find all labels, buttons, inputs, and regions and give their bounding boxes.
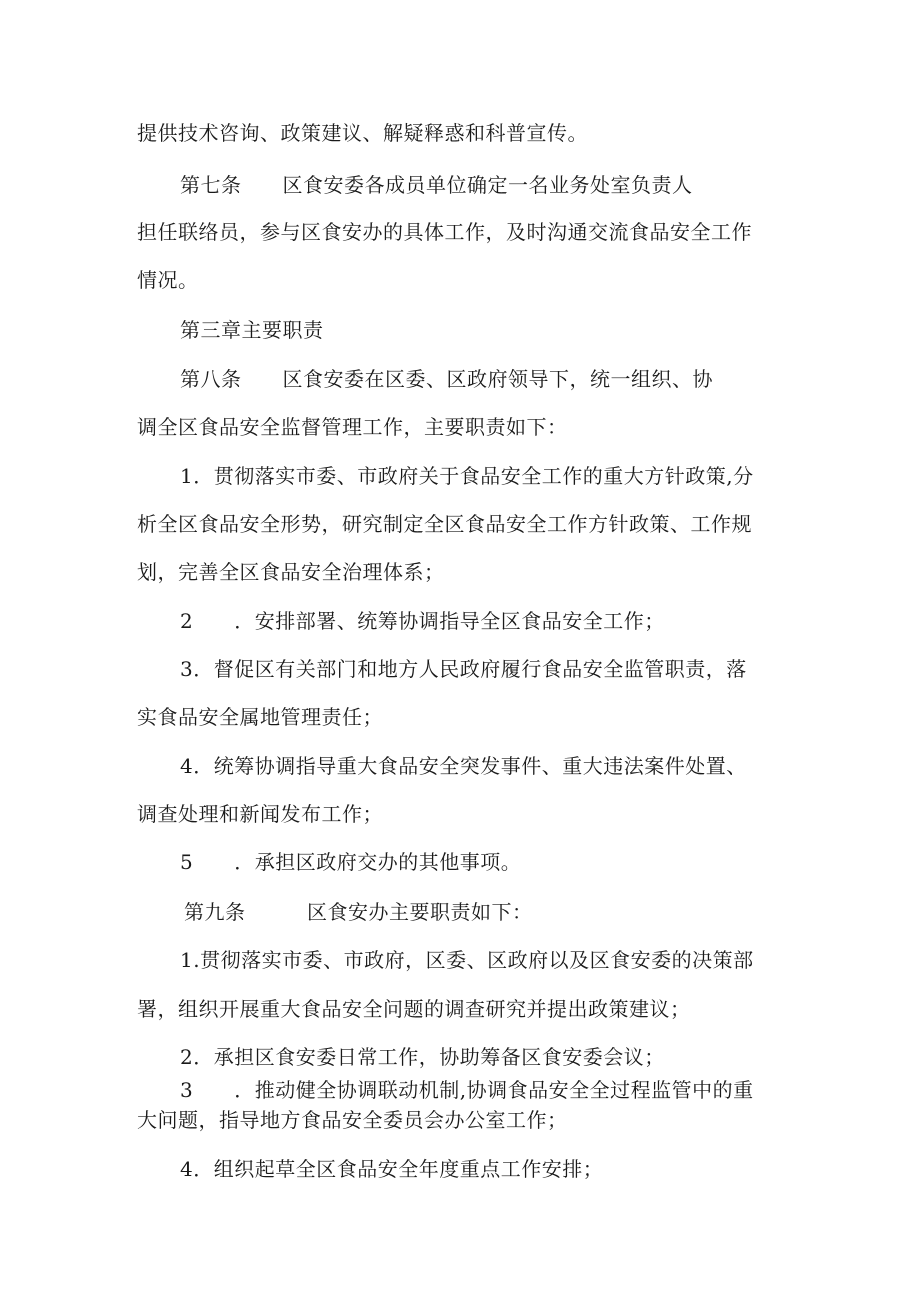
paragraph-line: 调查处理和新闻发布工作； — [137, 802, 383, 826]
article-8-heading-line: 第八条 区食安委在区委、区政府领导下，统一组织、协 — [180, 367, 713, 391]
paragraph-line: 析全区食品安全形势，研究制定全区食品安全工作方针政策、工作规 — [137, 512, 752, 536]
paragraph-line: 担任联络员，参与区食安办的具体工作，及时沟通交流食品安全工作 — [137, 220, 752, 244]
list-item-line: 4．统筹协调指导重大食品安全突发事件、重大违法案件处置、 — [180, 754, 747, 778]
list-item-line: 1.贯彻落实市委、市政府，区委、区政府以及区食安委的决策部 — [180, 948, 754, 972]
list-item-line: 2．承担区食安委日常工作，协助筹备区食安委会议； — [180, 1045, 665, 1069]
list-item-line: 4．组织起草全区食品安全年度重点工作安排； — [180, 1157, 604, 1181]
list-item-line: 5 ．承担区政府交办的其他事项。 — [180, 850, 522, 874]
paragraph-line: 情况。 — [137, 268, 199, 292]
paragraph-line: 实食品安全属地管理责任； — [137, 705, 383, 729]
list-item-line: 3 ．推动健全协调联动机制,协调食品安全全过程监管中的重 — [180, 1078, 754, 1102]
paragraph-line: 调全区食品安全监督管理工作，主要职责如下： — [137, 415, 568, 439]
chapter-3-heading: 第三章主要职责 — [180, 318, 324, 342]
article-7-heading-line: 第七条 区食安委各成员单位确定一名业务处室负责人 — [180, 173, 693, 197]
article-9-heading-line: 第九条 区食安办主要职责如下： — [184, 900, 533, 924]
list-item-line: 1．贯彻落实市委、市政府关于食品安全工作的重大方针政策,分 — [180, 464, 754, 488]
list-item-line: 3．督促区有关部门和地方人民政府履行食品安全监管职责，落 — [180, 657, 747, 681]
list-item-line: 2 ．安排部署、统筹协调指导全区食品安全工作； — [180, 609, 665, 633]
paragraph-line: 划，完善全区食品安全治理体系； — [137, 560, 445, 584]
paragraph-line: 大问题，指导地方食品安全委员会办公室工作； — [137, 1108, 568, 1132]
paragraph-line: 署，组织开展重大食品安全问题的调查研究并提出政策建议； — [137, 997, 691, 1021]
paragraph-line: 提供技术咨询、政策建议、解疑释惑和科普宣传。 — [137, 121, 588, 145]
